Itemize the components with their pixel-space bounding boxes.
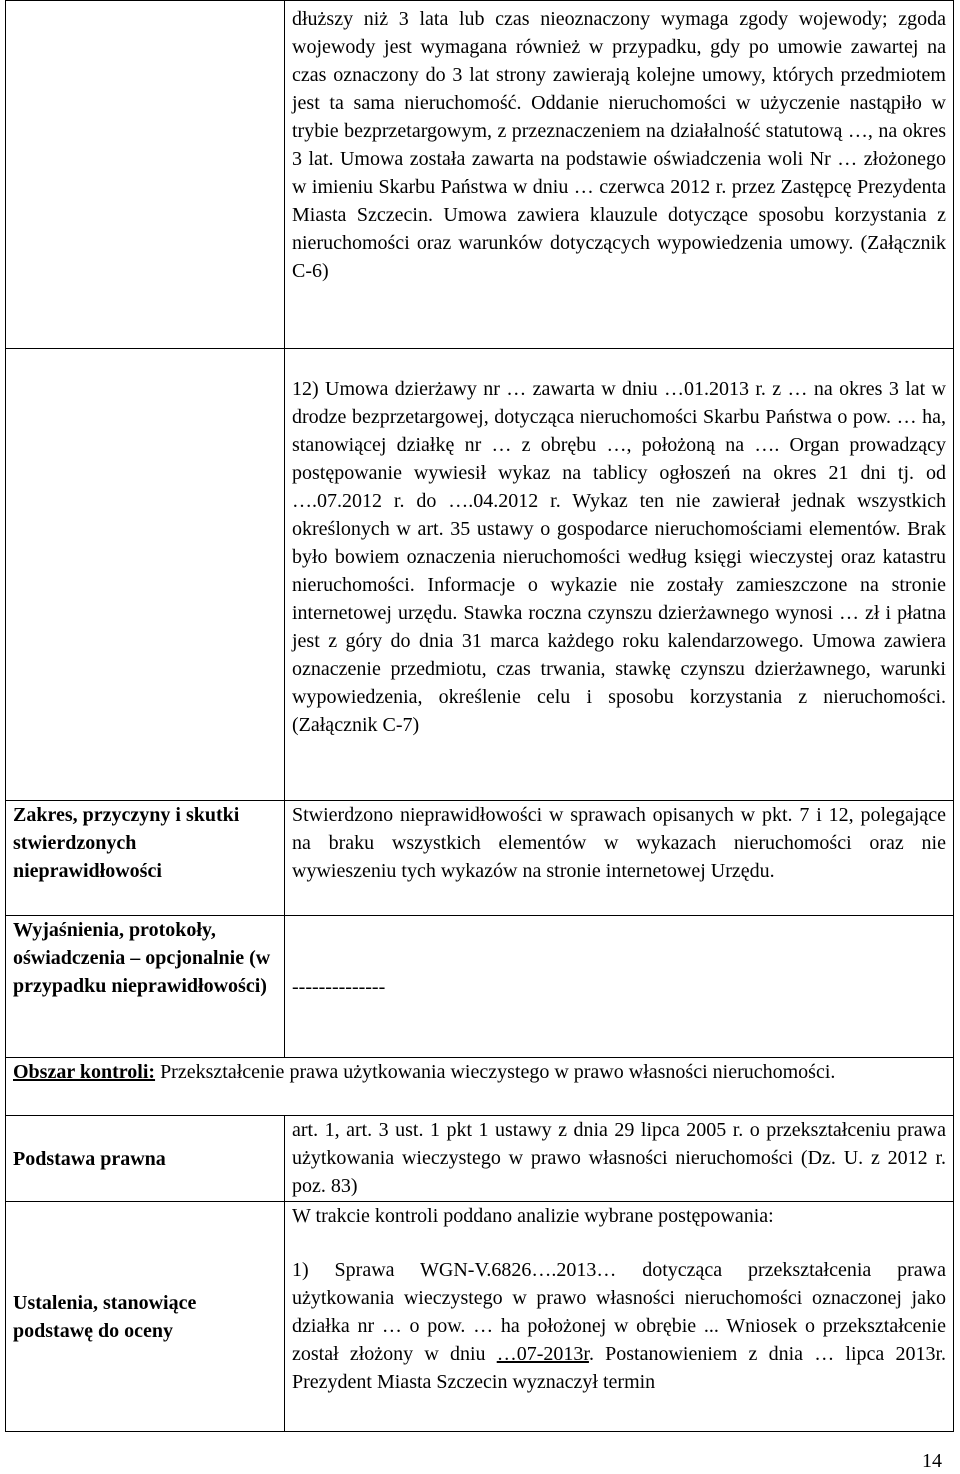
- table-row: [6, 349, 954, 801]
- text-stwierdzone-nieprawidlowosci: Stwierdzono nieprawidłowości w sprawach opisanych w pkt. 7 i 12, polegające na braku wszystkich elementów w wykazach nieruchomości oraz nie wywieszeniu tych wykazów na stronie internetowej Urzędu.: [285, 801, 954, 916]
- obszar-kontroli-row: [6, 1058, 954, 1116]
- table-row: [6, 1116, 954, 1202]
- text-podstawa-prawna: art. 1, art. 3 ust. 1 pkt 1 ustawy z dnia 29 lipca 2005 r. o przekształceniu prawa użytkowania wieczystego w prawo własności nieruchomości (Dz. U. z 2012 r. poz. 83): [285, 1116, 954, 1202]
- table-row: [6, 801, 954, 916]
- table-row: [6, 1, 954, 349]
- right-cell-text: [285, 1, 954, 349]
- text-wyjasnienia-placeholder: --------------: [285, 916, 954, 1058]
- paragraph-umowa-dzierzawy: 12) Umowa dzierżawy nr … zawarta w dniu …01.2013 r. z … na okres 3 lat w drodze bezprzetargowej, dotycząca nieruchomości Skarbu Państwa o pow. … ha, stanowiącej działkę nr … z obrębu …, położoną na …. Organ prowadzący postępowanie wywiesił wykaz na tablicy ogłoszeń na okres 21 dni tj. od ….07.2012 r. do ….04.2012 r. Wykaz ten nie zawierał jednak wszystkich określonych w art. 35 ustawy o gospodarce nieruchomościami elementów. Brak było bowiem oznaczenia nieruchomości według księgi wieczystej oraz katastru nieruchomości. Informacje o wykazie nie zostały zamieszczone na stronie internetowej urzędu. Stawka roczna czynszu dzierżawnego wynosi … zł i płatna jest z góry do dnia 31 marca każdego roku kalendarzowego. Umowa zawiera oznaczenie przedmiotu, czas trwania, stawkę czynszu dzierżawnego, warunki wypowiedzenia, określenie celu i sposobu korzystania z nieruchomości. (Załącznik C-7): [292, 378, 946, 736]
- control-report-table: [5, 0, 954, 1432]
- left-cell-empty: [6, 1, 285, 349]
- label-podstawa-prawna: Podstawa prawna: [6, 1116, 285, 1202]
- ustalenia-intro: W trakcie kontroli poddano analizie wybrane postępowania:: [292, 1205, 774, 1227]
- table-row: [6, 1202, 954, 1432]
- ustalenia-item-1-text-b: . Postanowieniem z dnia … lipca 2013r. Prezydent Miasta Szczecin wyznaczył termin: [292, 1343, 946, 1393]
- left-cell-empty: [6, 349, 285, 801]
- obszar-kontroli-text: Przekształcenie prawa użytkowania wieczystego w prawo własności nieruchomości.: [155, 1061, 836, 1083]
- obszar-kontroli-label: Obszar kontroli:: [13, 1061, 156, 1083]
- page-number: 14: [922, 1450, 942, 1472]
- ustalenia-item-1-date: …07-2013r: [496, 1343, 589, 1365]
- table-row: [6, 1058, 954, 1116]
- table-row: [6, 916, 954, 1058]
- label-zakres-nieprawidlowosci: Zakres, przyczyny i skutki stwierdzonych nieprawidłowości: [6, 801, 285, 916]
- label-wyjasnienia: Wyjaśnienia, protokoły, oświadczenia – opcjonalnie (w przypadku nieprawidłowości): [6, 916, 285, 1058]
- ustalenia-item-1: [292, 1230, 946, 1396]
- text-ustalenia: [285, 1202, 954, 1432]
- ustalenia-item-1-text-a: 1) Sprawa WGN-V.6826….2013… dotycząca przekształcenia prawa użytkowania wieczystego w prawo własności nieruchomości oznaczonej jako działka nr … o pow. … ha położonej w obrębie ... Wniosek o przekształcenie został złożony w dniu: [292, 1259, 946, 1365]
- paragraph-uzyczenie: dłuższy niż 3 lata lub czas nieoznaczony wymaga zgody wojewody; zgoda wojewody jest wymagana również w przypadku, gdy po umowie zawartej na czas oznaczony do 3 lat strony zawierają kolejne umowy, których przedmiotem jest ta sama nieruchomość. Oddanie nieruchomości w użyczenie nastąpiło w trybie bezprzetargowym, z przeznaczeniem na działalność statutową …, na okres 3 lat. Umowa została zawarta na podstawie oświadczenia woli Nr … złożonego w imieniu Skarbu Państwa w dniu … czerwca 2012 r. przez Zastępcę Prezydenta Miasta Szczecin. Umowa zawiera klauzule dotyczące sposobu korzystania z nieruchomości oraz warunków dotyczących wypowiedzenia umowy. (Załącznik C-6): [292, 8, 946, 282]
- right-cell-text: [285, 349, 954, 801]
- label-ustalenia: Ustalenia, stanowiące podstawę do oceny: [6, 1202, 285, 1432]
